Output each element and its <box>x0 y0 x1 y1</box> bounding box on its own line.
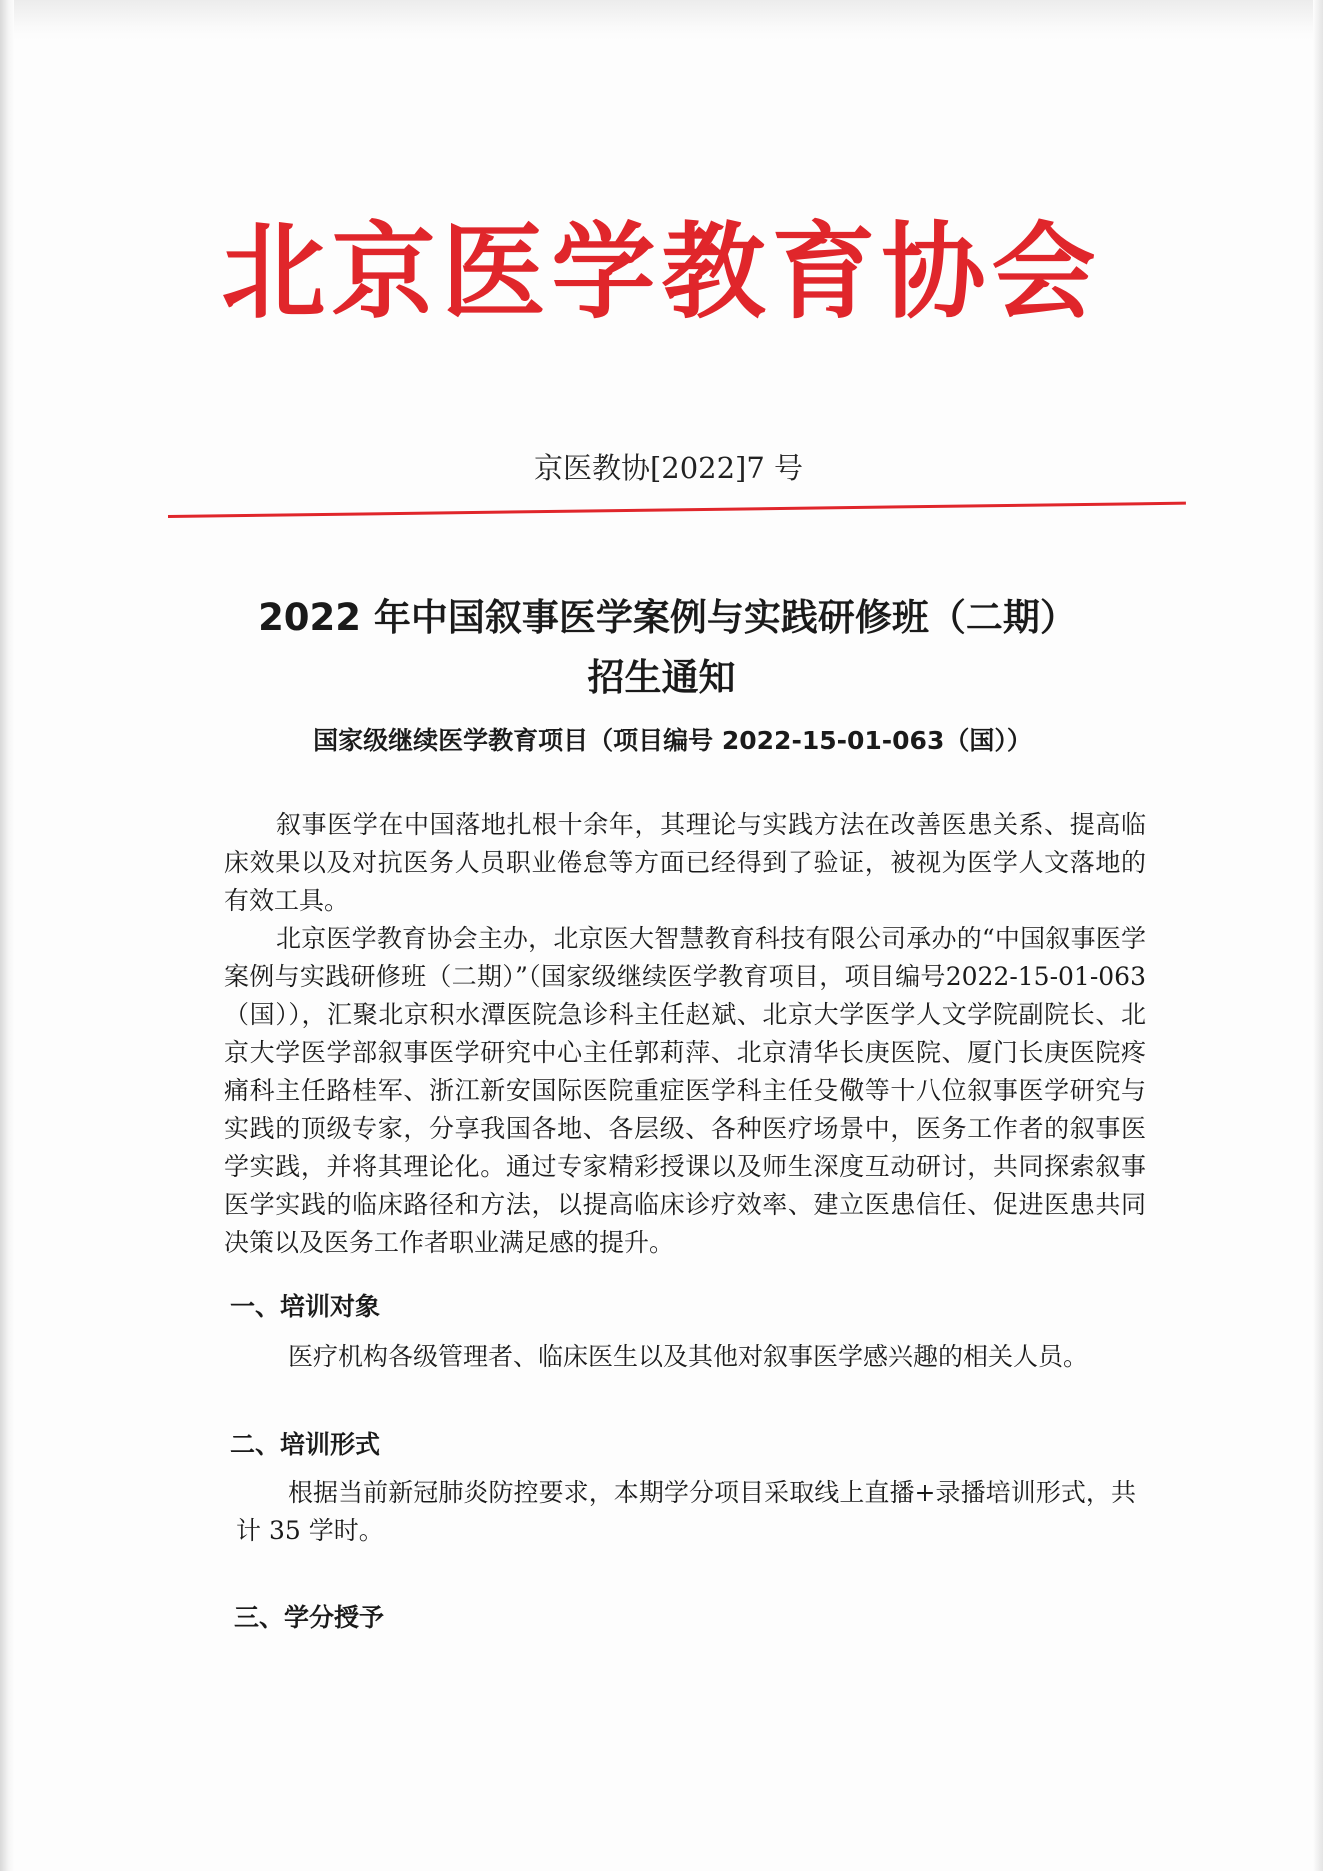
project-subtitle: 国家级继续医学教育项目（项目编号 2022-15-01-063（国）） <box>313 726 1032 755</box>
organization-letterhead: 北京医学教育协会 <box>221 210 1102 333</box>
document-number: 京医教协[2022]7 号 <box>533 451 804 485</box>
intro-paragraph-2: 北京医学教育协会主办，北京医大智慧教育科技有限公司承办的“中国叙事医学案例与实践研修班（二期）”（国家级继续医学教育项目，项目编号2022-15-01-063（国）），汇聚北京积水潭医院急诊科主任赵斌、北京大学医学人文学院副院长、北京大学医学部叙事医学研究中心主任郭莉萍、北京清华长庚医院、厦门长庚医院疼痛科主任路桂军、浙江新安国际医院重症医学科主任殳儆等十八位叙事医学研究与实践的顶级专家，分享我国各地、各层级、各种医疗场景中，医务工作者的叙事医学实践，并将其理论化。通过专家精彩授课以及师生深度互动研讨，共同探索叙事医学实践的临床路径和方法，以提高临床诊疗效率、建立医患信任、促进医患共同决策以及医务工作者职业满足感的提升。 <box>224 924 1146 1257</box>
section-text-training-format: 根据当前新冠肺炎防控要求，本期学分项目采取线上直播+录播培训形式，共计 35 学时。 <box>236 1478 1136 1545</box>
section-text-training-target: 医疗机构各级管理者、临床医生以及其他对叙事医学感兴趣的相关人员。 <box>288 1342 1089 1371</box>
section-heading-training-target: 一、培训对象 <box>230 1292 381 1321</box>
section-heading-training-format: 二、培训形式 <box>230 1430 381 1459</box>
section-heading-credit-award: 三、学分授予 <box>234 1603 385 1632</box>
notice-title-line-2: 招生通知 <box>587 656 736 699</box>
letterhead-red-rule <box>168 502 1186 518</box>
intro-paragraph-1: 叙事医学在中国落地扎根十余年，其理论与实践方法在改善医患关系、提高临床效果以及对抗医务人员职业倦怠等方面已经得到了验证，被视为医学人文落地的有效工具。 <box>224 810 1146 915</box>
notice-title-line-1: 2022 年中国叙事医学案例与实践研修班（二期） <box>258 596 1077 639</box>
scan-shadow-top <box>0 0 1323 40</box>
